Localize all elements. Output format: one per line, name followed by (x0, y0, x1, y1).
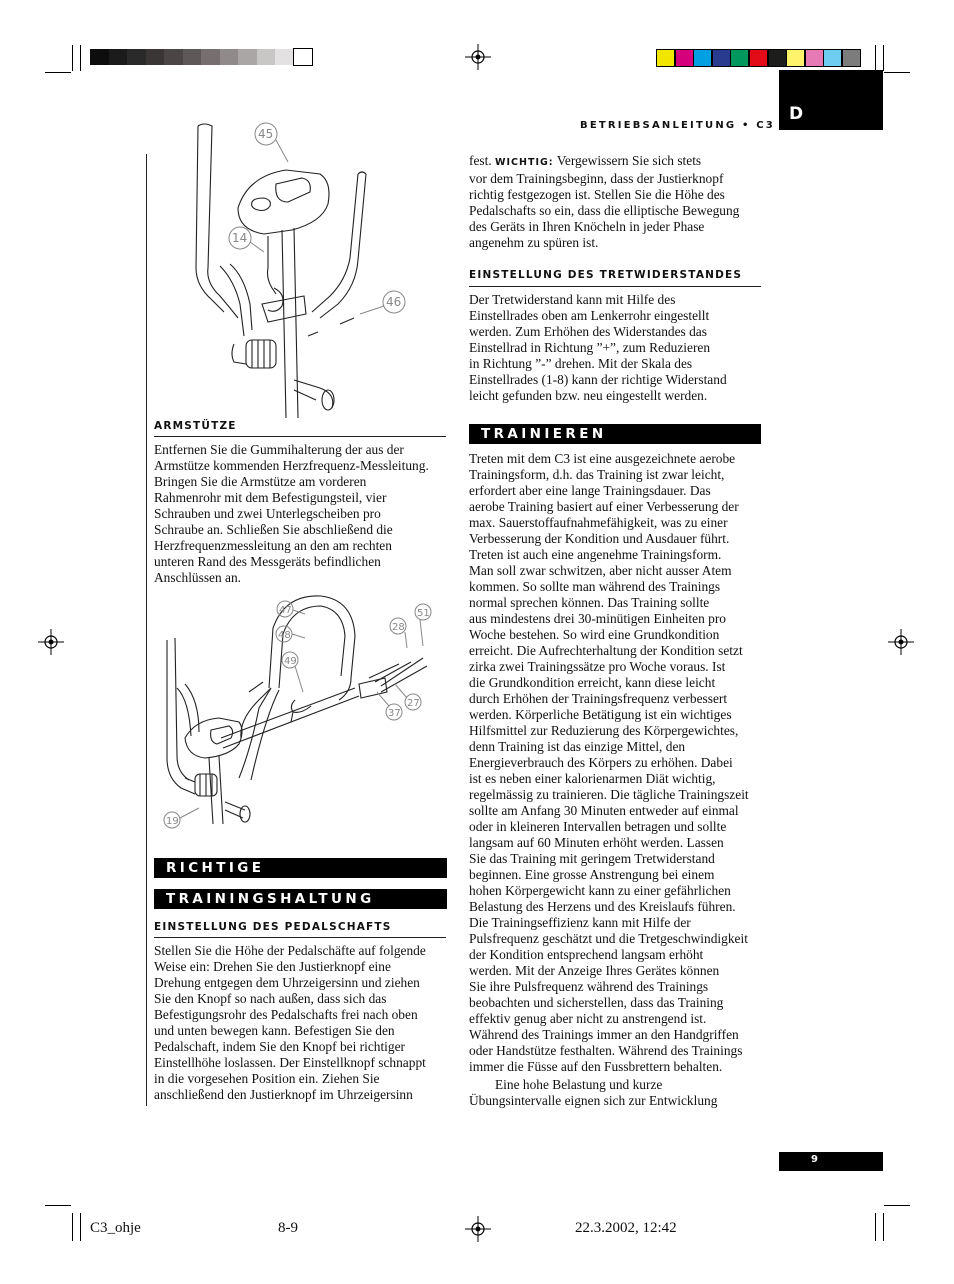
grey-swatch (294, 49, 313, 65)
callout-46: 46 (386, 295, 402, 309)
page-number: 9 (779, 1152, 883, 1171)
crop-mark (45, 72, 71, 73)
color-swatch (823, 49, 842, 67)
color-swatch (842, 49, 861, 67)
callout-28: 28 (392, 622, 405, 633)
color-swatch (693, 49, 712, 67)
grey-swatch (275, 49, 294, 65)
grey-swatch (220, 49, 239, 65)
callout-27: 27 (407, 698, 420, 709)
heading-rule (154, 937, 446, 938)
registration-mark-right (888, 629, 914, 655)
callout-14: 14 (232, 231, 248, 245)
crop-mark (875, 1213, 876, 1241)
footer-file: C3_ohje (90, 1220, 141, 1236)
intro-post: Vergewissern Sie sich stets vor dem Trainingsbeginn, dass der Justierknopf richtig festgezogen ist. Stellen Sie die Höhe des Pedalschafts so ein, dass die elliptische Bewegung des Geräts in Ihren Knöcheln in jeder Phase angenehm zu spüren ist. (469, 153, 740, 250)
callout-37: 37 (388, 708, 401, 719)
registration-mark-top (465, 44, 491, 70)
grey-swatch (257, 49, 276, 65)
crop-mark (883, 45, 884, 71)
tret-text: Der Tretwiderstand kann mit Hilfe des Einstellrades oben am Lenkerrohr eingestellt werden. Zum Erhöhen des Widerstandes das Einstellrad in Richtung ”+”, zum Reduzieren in Richtung ”-” drehen. Mit der Skala des Einstellrades (1-8) kann der richtige Widerstand leicht gefunden bzw. neu eingestellt werden. (469, 292, 727, 403)
color-swatch (805, 49, 824, 67)
callout-48: 48 (278, 630, 291, 641)
last-para-line2: Übungsintervalle eignen sich zur Entwicklung (469, 1093, 718, 1108)
language-tab: D (779, 70, 883, 130)
callout-19: 19 (166, 816, 179, 827)
intro-pre: fest. (469, 153, 496, 168)
grey-swatch (127, 49, 146, 65)
crop-mark (72, 1213, 73, 1241)
section-bar-trainingshaltung: TRAININGSHALTUNG (154, 889, 447, 909)
grey-swatch (90, 49, 109, 65)
section-bar-richtige: RICHTIGE (154, 858, 447, 878)
crop-mark (883, 1213, 884, 1241)
callout-45: 45 (258, 127, 274, 141)
color-swatch (712, 49, 731, 67)
crop-mark (80, 45, 81, 71)
section-bar-trainieren: TRAINIEREN (469, 424, 761, 444)
last-para-line1: Eine hohe Belastung und kurze (495, 1077, 663, 1092)
grey-swatch (164, 49, 183, 65)
grey-swatch (201, 49, 220, 65)
armrest-assembly-figure-bottom (155, 588, 445, 838)
callout-47: 47 (279, 605, 292, 616)
color-swatch (730, 49, 749, 67)
column-rule-left (146, 154, 147, 1106)
intro-paragraph (469, 153, 769, 251)
crop-mark (80, 1213, 81, 1241)
armrest-assembly-figure-top (190, 118, 420, 418)
crop-mark (45, 1205, 71, 1206)
armstuetze-text: Entfernen Sie die Gummihalterung der aus der Armstütze kommenden Herzfrequenz-Messleitung. Bringen Sie die Armstütze am vorderen Rahmenrohr mit dem Befestigungsteil, vier Schrauben und zwei Unterlegscheiben pro Schraube an. Schließen Sie abschließend die Herzfrequenzmessleitung an den am rechten unteren Rand des Messgeräts befindlichen Anschlüssen an. (154, 442, 429, 585)
grey-swatch (238, 49, 257, 65)
color-swatch (768, 49, 787, 67)
color-swatch (749, 49, 768, 67)
wichtig-label: WICHTIG: (495, 157, 554, 168)
running-title: BETRIEBSANLEITUNG • C3 (580, 120, 775, 131)
color-swatch (656, 49, 675, 67)
crop-mark (884, 1205, 910, 1206)
callout-51: 51 (417, 608, 430, 619)
heading-rule (154, 436, 446, 437)
crop-mark (72, 45, 73, 71)
heading-rule (469, 286, 761, 287)
pedal-heading: EINSTELLUNG DES PEDALSCHAFTS (154, 921, 392, 933)
crop-mark (875, 45, 876, 71)
color-swatch (675, 49, 694, 67)
grey-swatch (183, 49, 202, 65)
trainieren-text: Treten mit dem C3 ist eine ausgezeichnete aerobe Trainingsform, d.h. das Training ist zwar leicht, erfordert aber eine lange Trainingsdauer. Das aerobe Training basiert auf einer Verbesserung der max. Sauerstoffaufnahmefähigkeit, was zu einer Verbesserung der Kondition und Ausdauer führt. Treten ist auch eine angenehme Trainingsform. Man soll zwar schwitzen, aber nicht ausser Atem kommen. So sollte man während des Trainings normal sprechen können. Das Training sollte aus mindestens drei 30-minütigen Einheiten pro Woche bestehen. So wird eine Grundkondition erreicht. Die Aufrechterhaltung der Kondition setzt zirka zwei Trainingssätze pro Woche voraus. Ist die Grundkondition erreicht, kann diese leicht durch Erhöhen der Trainingsfrequenz verbessert werden. Körperliche Betätigung ist ein wichtiges Hilfsmittel zur Reduzierung des Körpergewichtes, denn Training ist das einzige Mittel, den Energieverbrauch des Körpers zu erhöhen. Dabei ist es neben einer kalorienarmen Diät wichtig, regelmässig zu trainieren. Die tägliche Trainingszeit sollte am Anfang 30 Minuten entweder auf einmal oder in kleineren Intervallen betragen und sollte langsam auf 60 Minuten erhöht werden. Lassen Sie das Training mit geringem Tretwiderstand beginnen. Eine grosse Anstrengung bei einem hohen Körpergewicht kann zu einer gefährlichen Belastung des Herzens und des Kreislaufs führen. Die Trainingseffizienz kann mit Hilfe der Pulsfrequenz geschätzt und die Tretgeschwindigkeit der Kondition entsprechend langsam erhöht werden. Mit der Anzeige Ihres Gerätes können Sie ihre Pulsfrequenz während des Trainings beobachten und sicherstellen, dass das Training effektiv genug aber nicht zu anstrengend ist. Während des Trainings immer an den Handgriffen oder Handstütze festhalten. Während des Trainings immer die Füsse auf den Fussbrettern behalten. (469, 451, 749, 1074)
registration-mark-bottom (465, 1216, 491, 1242)
crop-mark (884, 72, 910, 73)
color-swatch (786, 49, 805, 67)
footer-date: 22.3.2002, 12:42 (575, 1220, 677, 1236)
pedal-text: Stellen Sie die Höhe der Pedalschäfte auf folgende Weise ein: Drehen Sie den Justierknopf eine Drehung entgegen dem Uhrzeigersinn und ziehen Sie den Knopf so nach außen, dass sich das Befestigungsrohr des Pedalschafts frei nach oben und unten bewegen kann. Befestigen Sie den Pedalschaft, indem Sie den Knopf bei richtiger Einstellhöhe loslassen. Der Einstellknopf schnappt in die vorgesehen Position ein. Ziehen Sie anschließend den Justierknopf im Uhrzeigersinn (154, 943, 426, 1102)
grey-swatch (109, 49, 128, 65)
tret-heading: EINSTELLUNG DES TRETWIDERSTANDES (469, 269, 743, 281)
callout-49: 49 (284, 656, 297, 667)
grey-swatch (146, 49, 165, 65)
footer-pages: 8-9 (278, 1220, 298, 1236)
armstuetze-heading: ARMSTÜTZE (154, 420, 237, 432)
registration-mark-left (38, 629, 64, 655)
